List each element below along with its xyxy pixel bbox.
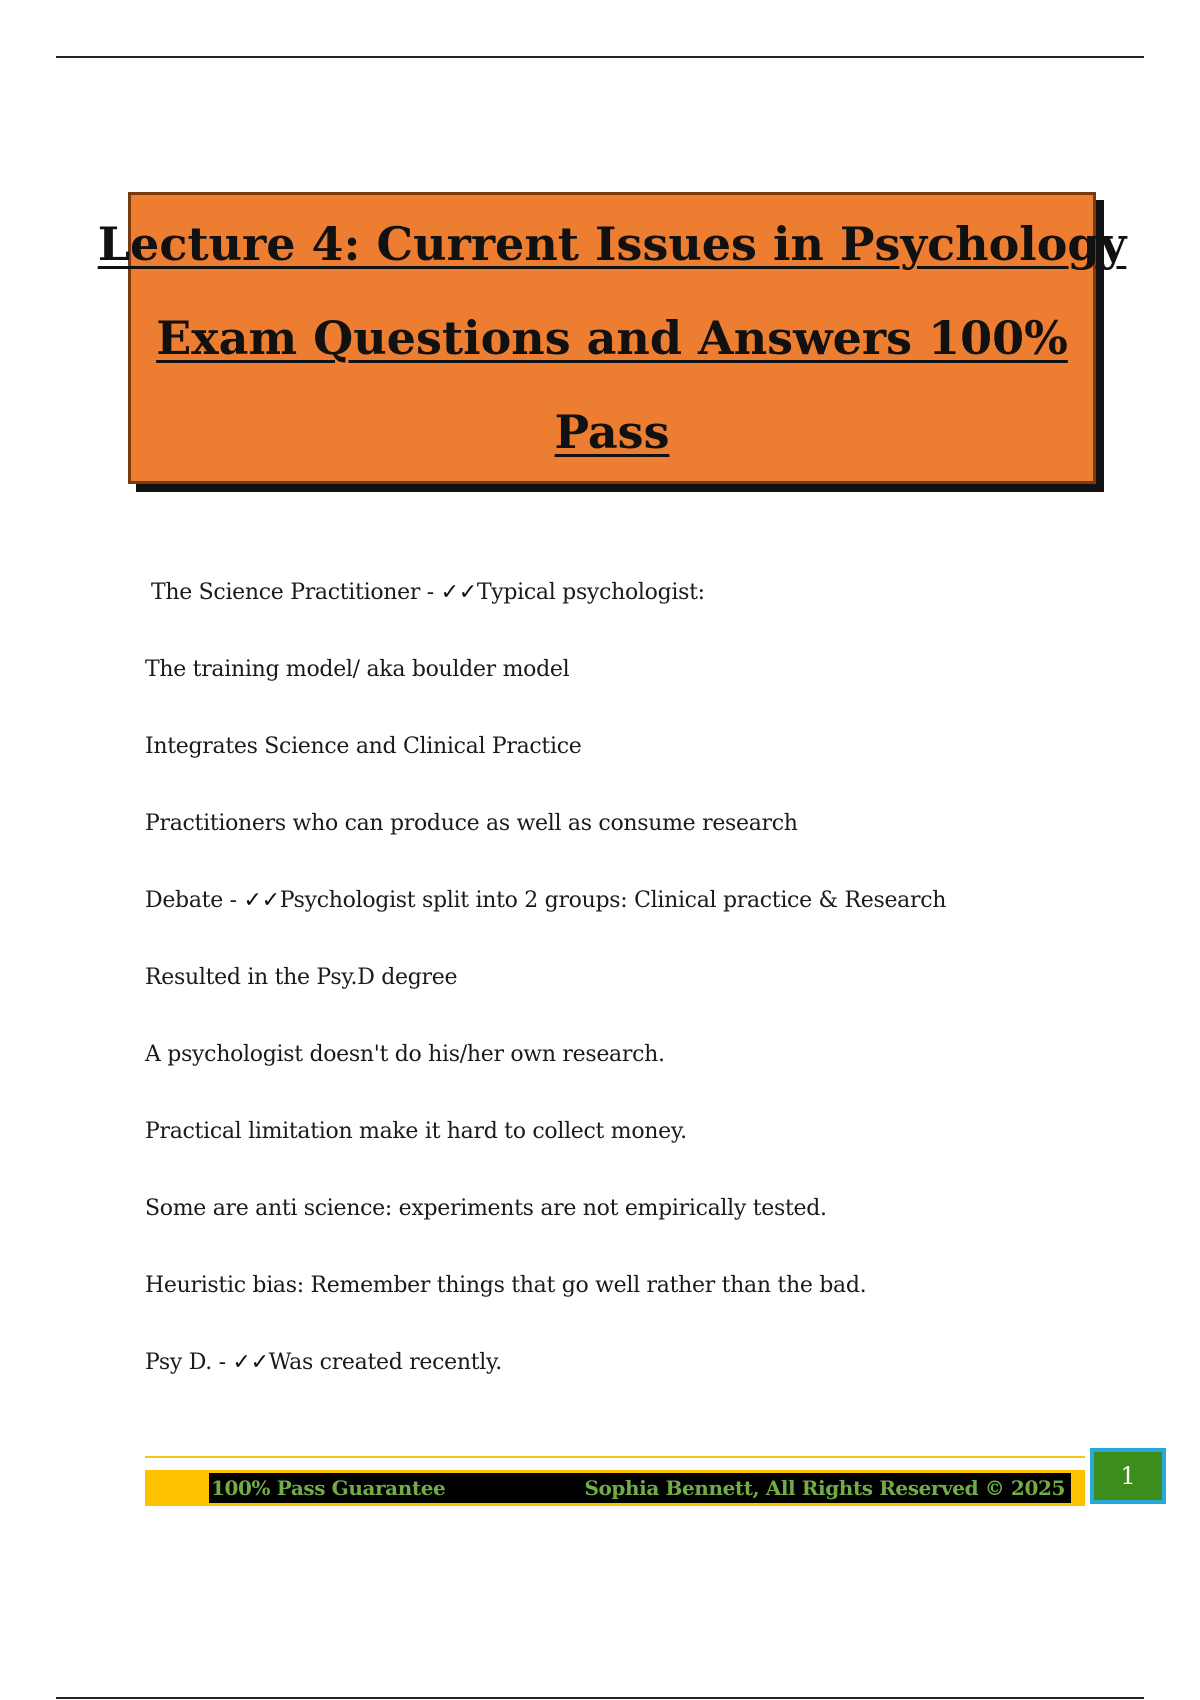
footer-bar xyxy=(145,1470,1085,1506)
footer-divider xyxy=(145,1456,1085,1458)
paragraph-integrates xyxy=(145,732,1105,762)
footer-guarantee: 100% Pass Guarantee xyxy=(211,1476,446,1500)
paragraph-answer: Typical psychologist: xyxy=(476,580,705,605)
double-check-icon: ✓✓ xyxy=(440,580,477,605)
title-box xyxy=(97,192,1127,484)
paragraph-science-practitioner xyxy=(145,578,1105,608)
paragraph-text: Practical limitation make it hard to collect money. xyxy=(145,1119,687,1144)
paragraph-text: Resulted in the Psy.D degree xyxy=(145,965,458,990)
paragraph-text: Psy D. - xyxy=(145,1350,233,1375)
paragraph-psyd xyxy=(145,1348,1105,1378)
bottom-rule xyxy=(56,1697,1144,1699)
paragraph-practical-limitation xyxy=(145,1117,1105,1147)
paragraph-text: Integrates Science and Clinical Practice xyxy=(145,734,582,759)
title-line-1: Lecture 4: Current Issues in Psychology xyxy=(97,217,1127,271)
title-line-2: Exam Questions and Answers 100% xyxy=(156,311,1068,365)
paragraph-own-research xyxy=(145,1040,1105,1070)
double-check-icon: ✓✓ xyxy=(232,1350,269,1375)
title-line-3: Pass xyxy=(554,405,670,459)
paragraph-answer: Psychologist split into 2 groups: Clinical practice & Research xyxy=(279,888,947,913)
paragraph-anti-science xyxy=(145,1194,1105,1224)
footer-band xyxy=(209,1473,1071,1503)
paragraph-answer: Was created recently. xyxy=(268,1350,502,1375)
paragraph-practitioners xyxy=(145,809,1105,839)
paragraph-debate xyxy=(145,886,1105,916)
paragraph-text: A psychologist doesn't do his/her own research. xyxy=(145,1042,665,1067)
top-rule xyxy=(56,56,1144,58)
paragraph-heuristic-bias xyxy=(145,1271,1105,1301)
paragraph-text: The Science Practitioner - xyxy=(151,580,441,605)
paragraph-text: The training model/ aka boulder model xyxy=(145,657,570,682)
footer-copyright: Sophia Bennett, All Rights Reserved © 2025 xyxy=(584,1476,1065,1500)
paragraph-psyd-degree xyxy=(145,963,1105,993)
paragraph-text: Heuristic bias: Remember things that go well rather than the bad. xyxy=(145,1273,867,1298)
document-body xyxy=(145,578,1105,1425)
page-number-badge: 1 xyxy=(1090,1448,1166,1504)
paragraph-text: Debate - xyxy=(145,888,244,913)
paragraph-text: Practitioners who can produce as well as consume research xyxy=(145,811,798,836)
paragraph-training-model xyxy=(145,655,1105,685)
double-check-icon: ✓✓ xyxy=(243,888,280,913)
paragraph-text: Some are anti science: experiments are not empirically tested. xyxy=(145,1196,827,1221)
